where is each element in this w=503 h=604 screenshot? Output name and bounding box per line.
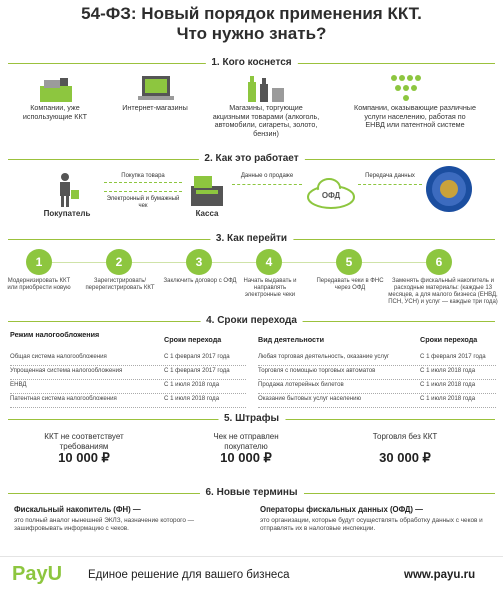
table-row: Упрощенная система налогообложения С 1 февраля 2017 года [10, 366, 246, 380]
section-header-fines: 5. Штрафы [8, 412, 495, 426]
page-subtitle: Что нужно знать? [176, 24, 327, 43]
page-title: 54-ФЗ: Новый порядок применения ККТ. [81, 4, 422, 23]
section-header-terms: 6. Новые термины [8, 486, 495, 500]
table-row: ЕНВД С 1 июля 2018 года [10, 380, 246, 394]
term-text: это организации, которые будут осуществлять обработку данных с чеков и отправлять их в налоговые инспекции. [260, 517, 483, 532]
term-title: Фискальный накопитель (ФН) — [14, 505, 141, 514]
steps-connector [40, 262, 440, 263]
step-number: 2 [106, 249, 132, 275]
table-header: Сроки перехода [164, 335, 222, 344]
step-text: Заменять фискальный накопитель и расходные материалы: (каждые 13 месяцев, а для малого бизнеса (ЕНВД, ПСН, УСН) и услуг — каждые три года) [388, 278, 498, 305]
arrow-label: Покупка товара [121, 173, 165, 179]
cash-register-icon [36, 76, 76, 104]
cash-register-icon [188, 172, 226, 208]
audience-item: Интернет-магазины [122, 103, 188, 112]
buyer-icon [54, 172, 80, 208]
ofd-label: ОФД [321, 191, 341, 200]
people-group-icon [386, 70, 426, 104]
arrow [232, 184, 302, 185]
register-label: Касса [195, 209, 219, 218]
fine-amount: 10 000 ₽ [58, 450, 110, 465]
arrow [104, 182, 182, 183]
step-number: 5 [336, 249, 362, 275]
table-row: Любая торговая деятельность, оказание услуг С 1 февраля 2017 года [258, 352, 496, 366]
audience-item: Компании, уже использующие ККТ [22, 103, 88, 121]
fine-description: Чек не отправлен покупателю [213, 432, 279, 451]
arrow-label: Данные о продаже [240, 173, 294, 179]
section-header-who: 1. Кого коснется [8, 56, 495, 70]
buyer-label: Покупатель [43, 209, 91, 218]
term-text: это полный аналог нынешней ЭКЛЗ, назначение которого — зашифровывать информацию с чеков. [14, 517, 195, 532]
footer-url[interactable]: www.payu.ru [404, 569, 476, 581]
step-number: 3 [186, 249, 212, 275]
table-row: Продажа лотерейных билетов С 1 июля 2018 года [258, 380, 496, 394]
arrow-label: Передача данных [365, 173, 415, 179]
table-header: Вид деятельности [258, 335, 324, 344]
step-number: 6 [426, 249, 452, 275]
table-row: Патентная система налогообложения С 1 июля 2018 года [10, 394, 246, 408]
table-row: Общая система налогообложения С 1 февраля 2017 года [10, 352, 246, 366]
arrow-label: Электронный и бумажный чек [106, 196, 180, 209]
footer-divider [0, 556, 503, 557]
table-header: Режим налогообложения [10, 330, 100, 339]
arrow [358, 184, 422, 185]
table-row: Оказание бытовых услуг населению С 1 июля 2018 года [258, 394, 496, 408]
fine-description: Торговля без ККТ [372, 432, 438, 441]
fine-description: ККТ не соответствует требованиям [44, 432, 124, 451]
deadlines-table-left [10, 352, 246, 408]
step-text: Начать выдавать и направлять электронные чеки [243, 278, 297, 298]
audience-item: Компании, оказывающие различные услуги населению, работая по ЕНВД или патентной системе [354, 103, 476, 130]
term-title: Операторы фискальных данных (ОФД) — [260, 505, 423, 514]
section-header-deadlines: 4. Сроки перехода [8, 314, 495, 328]
bottles-icon [244, 74, 288, 104]
step-number: 1 [26, 249, 52, 275]
step-number: 4 [256, 249, 282, 275]
deadlines-table-right [258, 352, 496, 408]
section-header-steps: 3. Как перейти [8, 232, 495, 246]
step-text: Зарегистрировать/ перерегистрировать ККТ [85, 278, 155, 291]
section-header-how-works: 2. Как это работает [8, 152, 495, 166]
audience-item: Магазины, торгующие акцизными товарами (алкоголь, автомобили, сигареты, золото, бензин) [212, 103, 320, 138]
tax-service-emblem-icon [424, 164, 474, 214]
footer-slogan: Единое решение для вашего бизнеса [88, 569, 290, 581]
table-header: Сроки перехода [420, 335, 478, 344]
fine-amount: 10 000 ₽ [220, 450, 272, 465]
step-text: Передавать чеки в ФНС через ОФД [316, 278, 384, 291]
arrow [104, 191, 182, 192]
table-row: Торговля с помощью торговых автоматов С 1 июля 2018 года [258, 366, 496, 380]
fine-amount: 30 000 ₽ [379, 450, 431, 465]
payu-logo: PayU [12, 563, 63, 585]
step-text: Модернизировать ККТ или приобрести новую [7, 278, 71, 291]
step-text: Заключить договор с ОФД [163, 278, 237, 284]
laptop-icon [136, 74, 176, 104]
